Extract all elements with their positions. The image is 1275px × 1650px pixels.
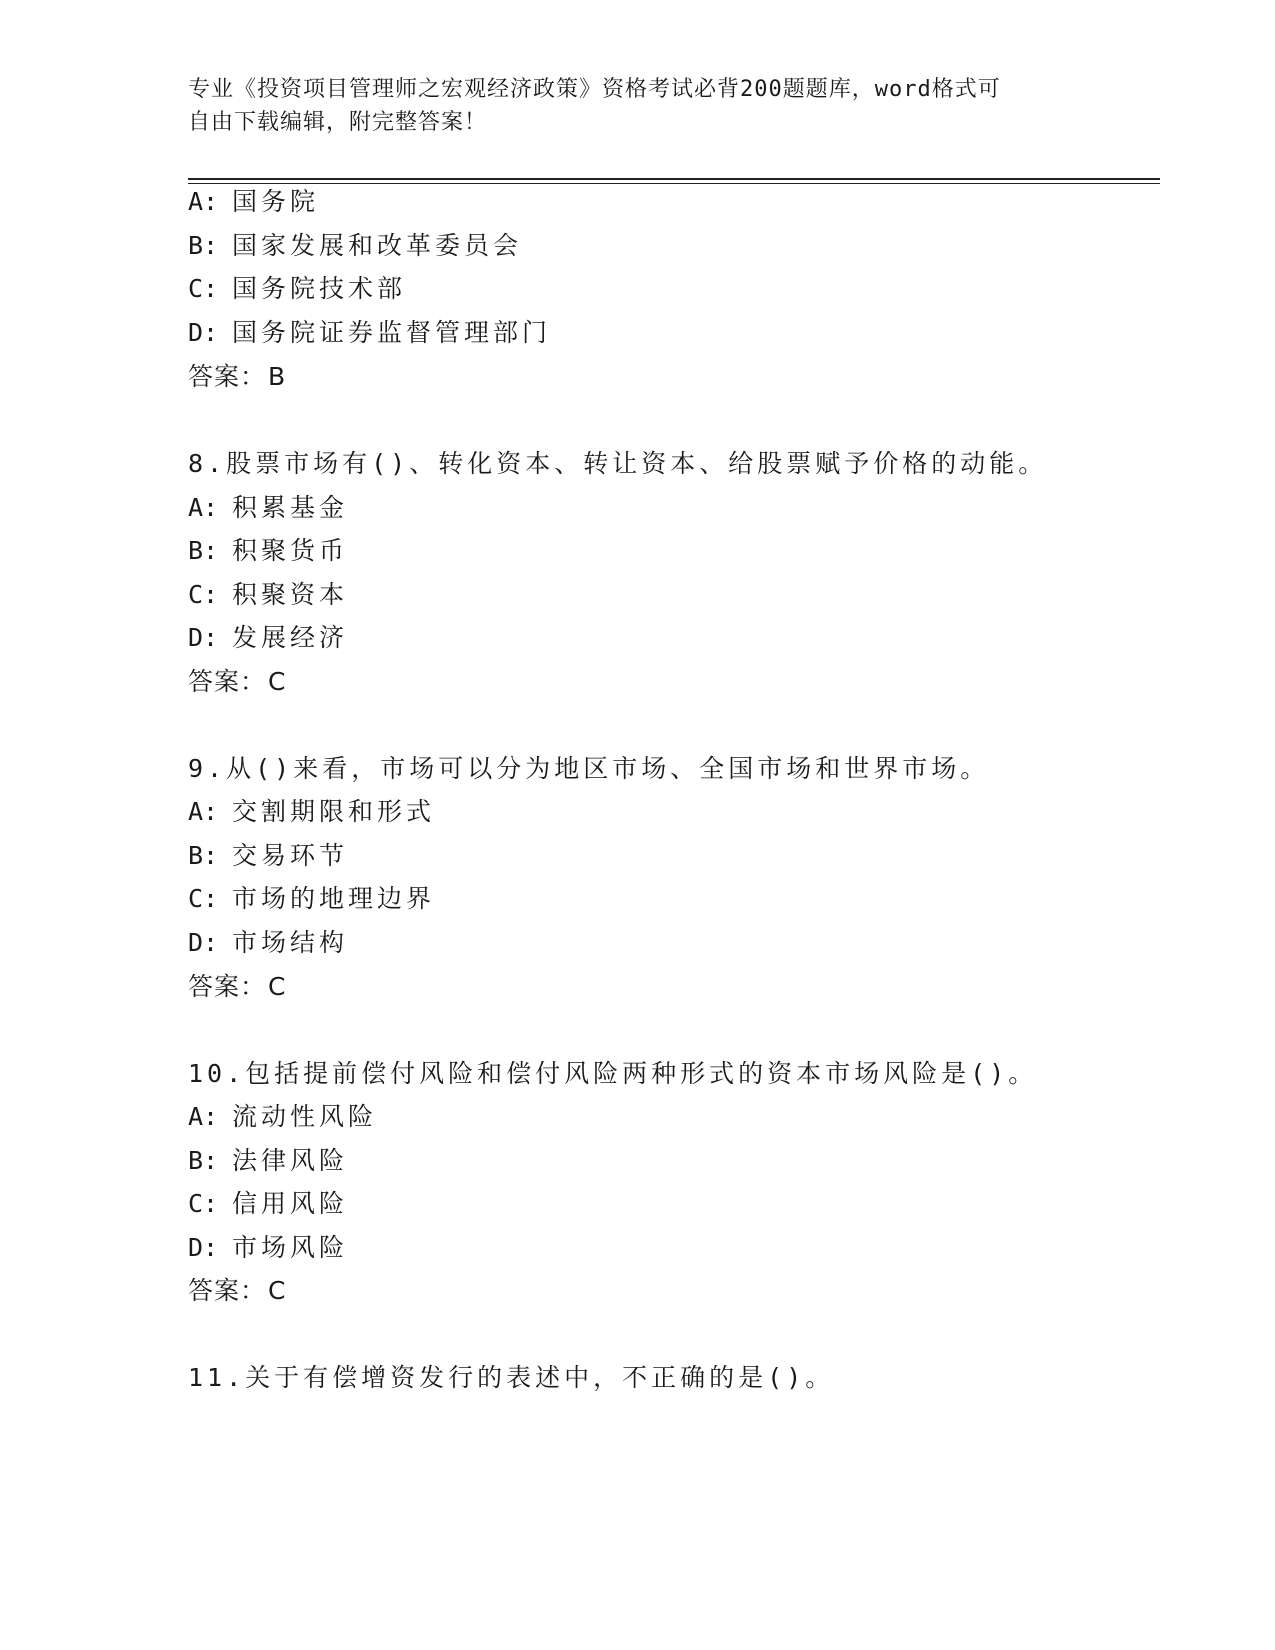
q9-option-a-text: 交割期限和形式 [232, 797, 436, 826]
q8-option-d: D: 发展经济 [188, 623, 349, 652]
q8-question: 8.股票市场有()、转化资本、转让资本、给股票赋予价格的动能。 [188, 449, 1048, 478]
q10-option-d: D: 市场风险 [188, 1233, 349, 1262]
q8-option-c-text: 积聚资本 [232, 580, 349, 609]
answer-value: B [268, 362, 287, 391]
header-line-2: 自由下载编辑，附完整答案！ [188, 110, 488, 135]
q8-option-c: C: 积聚资本 [188, 580, 349, 609]
q10-option-d-text: 市场风险 [232, 1233, 349, 1262]
q7-option-a-text: 国务院 [232, 187, 320, 216]
answer-value: C [268, 1276, 287, 1305]
q10-option-b-text: 法律风险 [232, 1146, 349, 1175]
q9-option-b: B: 交易环节 [188, 841, 349, 870]
q11-question: 11.关于有偿增资发行的表述中，不正确的是()。 [188, 1363, 835, 1392]
answer-label: 答案： [188, 667, 267, 696]
q8-option-a: A: 积累基金 [188, 493, 349, 522]
answer-value: C [268, 667, 287, 696]
answer-label: 答案： [188, 972, 267, 1001]
q10-option-a-text: 流动性风险 [232, 1102, 378, 1131]
q9-answer [188, 971, 286, 1003]
q8-option-d-text: 发展经济 [232, 623, 349, 652]
q10-option-a: A: 流动性风险 [188, 1102, 378, 1131]
q8-option-b: B: 积聚货币 [188, 536, 349, 565]
q9-option-d: D: 市场结构 [188, 928, 349, 957]
q10-answer [188, 1275, 286, 1307]
header-line-1: 专业《投资项目管理师之宏观经济政策》资格考试必背200题题库，word格式可 [188, 77, 1001, 102]
q7-option-b: B: 国家发展和改革委员会 [188, 231, 523, 260]
q10-option-c: C: 信用风险 [188, 1189, 349, 1218]
q9-option-c-text: 市场的地理边界 [232, 884, 436, 913]
q10-option-c-text: 信用风险 [232, 1189, 349, 1218]
q7-option-d-text: 国务院证券监督管理部门 [232, 318, 552, 347]
q7-answer [188, 361, 286, 393]
q8-option-a-text: 积累基金 [232, 493, 349, 522]
q9-question: 9.从()来看，市场可以分为地区市场、全国市场和世界市场。 [188, 754, 990, 783]
q7-option-b-text: 国家发展和改革委员会 [232, 231, 523, 260]
answer-label: 答案： [188, 1276, 267, 1305]
q7-option-d: D: 国务院证券监督管理部门 [188, 318, 552, 347]
q10-option-b: B: 法律风险 [188, 1146, 349, 1175]
answer-label: 答案： [188, 362, 267, 391]
document-header [188, 73, 1088, 139]
q7-option-c: C: 国务院技术部 [188, 274, 407, 303]
q9-option-a: A: 交割期限和形式 [188, 797, 436, 826]
q9-option-d-text: 市场结构 [232, 928, 349, 957]
q9-option-c: C: 市场的地理边界 [188, 884, 436, 913]
q7-option-c-text: 国务院技术部 [232, 274, 407, 303]
answer-value: C [268, 972, 287, 1001]
q8-option-b-text: 积聚货币 [232, 536, 349, 565]
header-divider-thin [188, 183, 1160, 184]
q7-option-a: A: 国务院 [188, 187, 320, 216]
q9-option-b-text: 交易环节 [232, 841, 349, 870]
q8-answer [188, 666, 286, 698]
q10-question: 10.包括提前偿付风险和偿付风险两种形式的资本市场风险是()。 [188, 1059, 1038, 1088]
header-divider-thick [188, 178, 1160, 180]
